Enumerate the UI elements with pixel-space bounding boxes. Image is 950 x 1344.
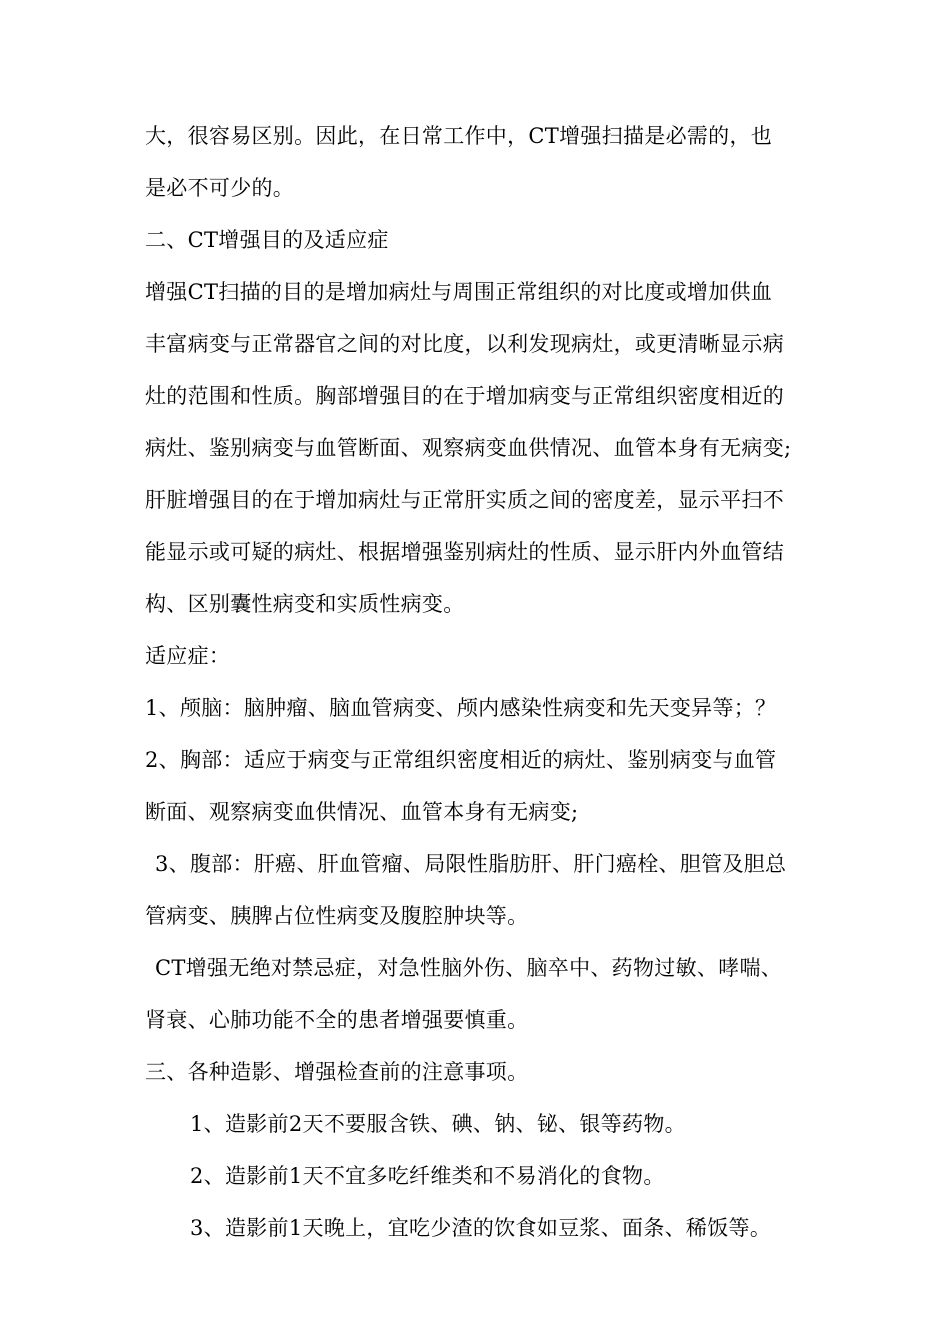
section-heading: 三、各种造影、增强检查前的注意事项。 <box>145 1060 529 1084</box>
list-item: 2、造影前1天不宜多吃纤维类和不易消化的食物。 <box>190 1164 665 1188</box>
paragraph-line: 增强CT扫描的目的是增加病灶与周围正常组织的对比度或增加供血 <box>145 280 773 304</box>
list-item: 1、颅脑：脑肿瘤、脑血管病变、颅内感染性病变和先天变异等；？ <box>145 696 777 720</box>
paragraph-line: CT增强无绝对禁忌症，对急性脑外伤、脑卒中、药物过敏、哮喘、 <box>155 956 783 980</box>
list-item: 3、造影前1天晚上，宜吃少渣的饮食如豆浆、面条、稀饭等。 <box>190 1216 772 1240</box>
list-item: 3、腹部：肝癌、肝血管瘤、局限性脂肪肝、肝门癌栓、胆管及胆总 <box>155 852 787 876</box>
paragraph-line: 构、区别囊性病变和实质性病变。 <box>145 592 465 616</box>
paragraph-line: 肾衰、心肺功能不全的患者增强要慎重。 <box>145 1008 529 1032</box>
paragraph-line: 灶的范围和性质。胸部增强目的在于增加病变与正常组织密度相近的 <box>145 384 784 408</box>
indications-label: 适应症： <box>145 644 231 668</box>
paragraph-line: 能显示或可疑的病灶、根据增强鉴别病灶的性质、显示肝内外血管结 <box>145 540 784 564</box>
list-item-continuation: 管病变、胰脾占位性病变及腹腔肿块等。 <box>145 904 529 928</box>
section-heading: 二、CT增强目的及适应症 <box>145 228 389 252</box>
paragraph-line: 丰富病变与正常器官之间的对比度，以利发现病灶，或更清晰显示病 <box>145 332 784 356</box>
list-item: 2、胸部：适应于病变与正常组织密度相近的病灶、鉴别病变与血管 <box>145 748 777 772</box>
document-page <box>145 110 815 1254</box>
list-item-continuation: 断面、观察病变血供情况、血管本身有无病变; <box>145 800 579 824</box>
paragraph-line: 是必不可少的。 <box>145 176 295 200</box>
list-item: 1、造影前2天不要服含铁、碘、钠、铋、银等药物。 <box>190 1112 686 1136</box>
paragraph-line: 肝脏增强目的在于增加病灶与正常肝实质之间的密度差，显示平扫不 <box>145 488 784 512</box>
paragraph-line: 大，很容易区别。因此，在日常工作中，CT增强扫描是必需的，也 <box>145 124 773 148</box>
paragraph-line: 病灶、鉴别病变与血管断面、观察病变血供情况、血管本身有无病变; <box>145 436 792 460</box>
